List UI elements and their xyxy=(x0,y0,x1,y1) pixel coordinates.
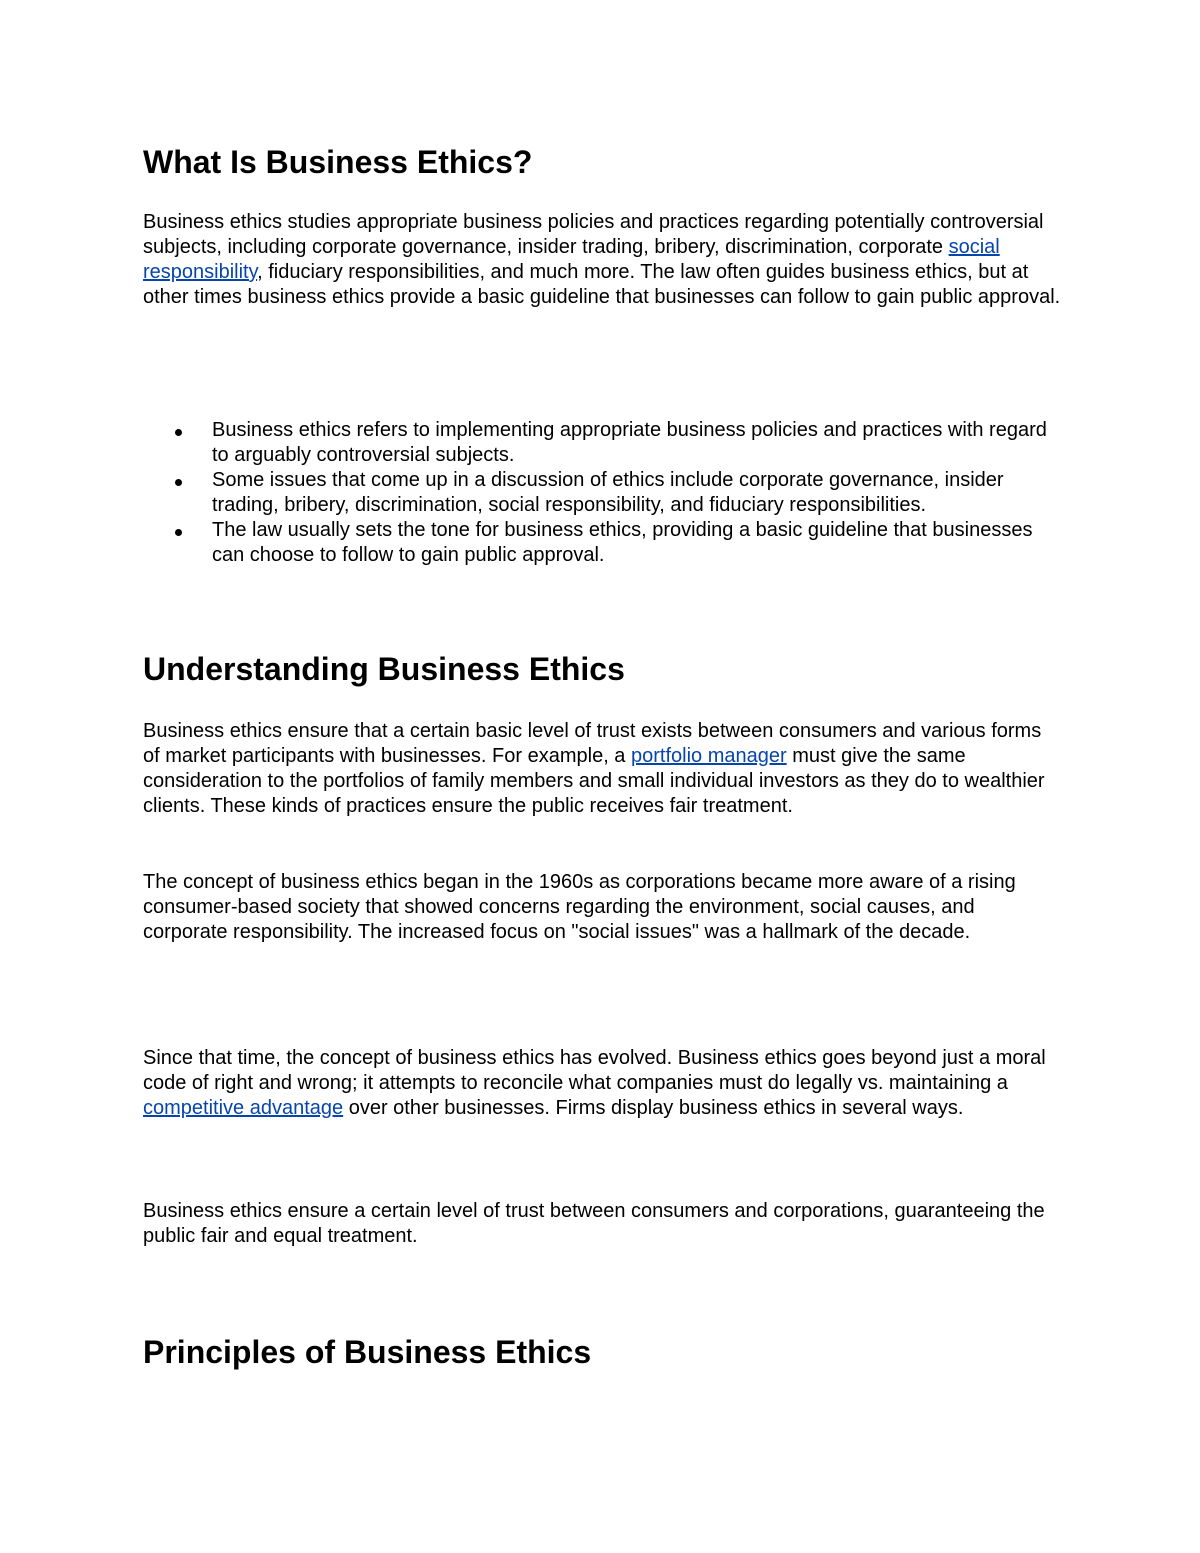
paragraph-text-end: over other businesses. Firms display business ethics in several ways. xyxy=(343,1097,964,1119)
list-item-text: Business ethics refers to implementing appropriate business policies and practices with regard to arguably controversial subjects. xyxy=(212,419,1047,466)
intro-paragraph xyxy=(143,210,1063,310)
list-item xyxy=(143,518,1063,568)
heading-what-is-business-ethics: What Is Business Ethics? xyxy=(143,144,533,180)
paragraph-text-start: Since that time, the concept of business ethics has evolved. Business ethics goes beyond just a moral code of right and wrong; it attempts to reconcile what companies must do legally vs. maintaining a xyxy=(143,1047,1046,1094)
intro-text-end: , fiduciary responsibilities, and much more. The law often guides business ethics, but at other times business ethics provide a basic guideline that businesses can follow to gain public approval. xyxy=(143,261,1061,308)
bullet-icon xyxy=(175,529,182,536)
bullet-icon xyxy=(175,479,182,486)
list-item xyxy=(143,468,1063,518)
list-item xyxy=(143,418,1063,468)
link-competitive-advantage[interactable]: competitive advantage xyxy=(143,1097,344,1119)
heading-understanding-business-ethics: Understanding Business Ethics xyxy=(143,651,625,687)
bullet-icon xyxy=(175,429,182,436)
paragraph-text-end: must give the same consideration to the portfolios of family members and small individual investors as they do to wealthier clients. These kinds of practices ensure the public receives fair treatment. xyxy=(143,745,1045,817)
paragraph-text-start: Business ethics ensure that a certain basic level of trust exists between consumers and various forms of market participants with businesses. For example, a xyxy=(143,720,1042,767)
understanding-paragraph-2: The concept of business ethics began in the 1960s as corporations became more aware of a rising consumer-based society that showed concerns regarding the environment, social causes, and corporate responsibility. The increased focus on "social issues" was a hallmark of the decade. xyxy=(143,871,1016,943)
understanding-paragraph-1 xyxy=(143,719,1063,819)
understanding-paragraph-3 xyxy=(143,1046,1063,1121)
understanding-paragraph-4: Business ethics ensure a certain level of trust between consumers and corporations, guaranteeing the public fair and equal treatment. xyxy=(143,1200,1045,1247)
intro-text-start: Business ethics studies appropriate business policies and practices regarding potentially controversial subjects, including corporate governance, insider trading, bribery, discrimination, corporate xyxy=(143,211,1044,258)
list-item-text: The law usually sets the tone for business ethics, providing a basic guideline that businesses can choose to follow to gain public approval. xyxy=(212,519,1033,566)
key-takeaways-list xyxy=(143,418,1063,568)
link-social-responsibility[interactable]: social responsibility xyxy=(143,236,1000,283)
heading-principles-of-business-ethics: Principles of Business Ethics xyxy=(143,1334,592,1370)
list-item-text: Some issues that come up in a discussion of ethics include corporate governance, insider trading, bribery, discrimination, social responsibility, and fiduciary responsibilities. xyxy=(212,469,1004,516)
link-portfolio-manager[interactable]: portfolio manager xyxy=(631,745,787,767)
